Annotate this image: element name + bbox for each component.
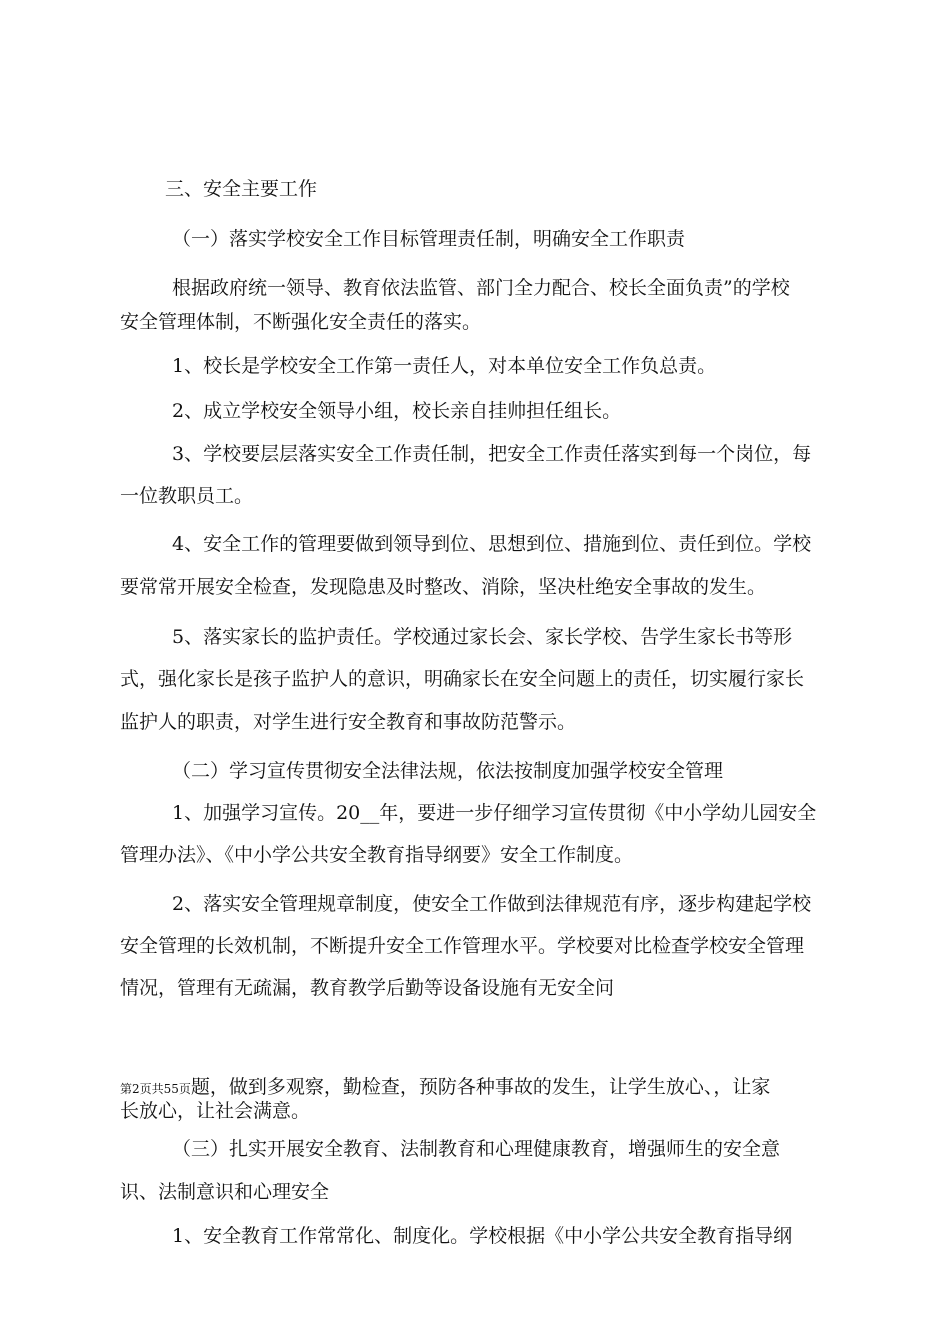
list-item-line: 5、落实家长的监护责任。学校通过家长会、家长学校、告学生家长书等形: [172, 626, 793, 648]
paragraph-line: 根据政府统一领导、教育依法监管、部门全力配合、校长全面负责”的学校: [172, 277, 790, 299]
list-item-line: 1、校长是学校安全工作第一责任人，对本单位安全工作负总责。: [172, 355, 717, 377]
paragraph-line: 识、法制意识和心理安全: [120, 1181, 330, 1203]
list-item-line: 要常常开展安全检查，发现隐患及时整改、消除，坚决杜绝安全事故的发生。: [120, 576, 767, 598]
list-item-line: 2、落实安全管理规章制度，使安全工作做到法律规范有序，逐步构建起学校: [172, 893, 812, 915]
subsection-heading-2: （二）学习宣传贯彻安全法律法规，依法按制度加强学校安全管理: [172, 760, 724, 782]
list-item-line: 情况，管理有无疏漏，教育教学后勤等设备设施有无安全问: [120, 977, 615, 999]
list-item-line: 安全管理的长效机制，不断提升安全工作管理水平。学校要对比检查学校安全管理: [120, 935, 805, 957]
list-item-line: 1、安全教育工作常常化、制度化。学校根据《中小学公共安全教育指导纲: [172, 1225, 793, 1247]
list-item-line: 2、成立学校安全领导小组，校长亲自挂帅担任组长。: [172, 400, 622, 422]
paragraph-line: 长放心，让社会满意。: [120, 1100, 311, 1122]
footer-line: [120, 1075, 770, 1101]
subsection-heading-3: （三）扎实开展安全教育、法制教育和心理健康教育，增强师生的安全意: [172, 1138, 781, 1160]
paragraph-line: 安全管理体制，不断强化安全责任的落实。: [120, 311, 482, 333]
list-item-line: 监护人的职责，对学生进行安全教育和事故防范警示。: [120, 711, 577, 733]
subsection-heading-1: （一）落实学校安全工作目标管理责任制，明确安全工作职责: [172, 228, 686, 250]
page-number-label: 第2页共55页: [120, 1082, 191, 1096]
list-item-line: 一位教职员工。: [120, 485, 254, 507]
list-item-line: 3、学校要层层落实安全工作责任制，把安全工作责任落实到每一个岗位，每: [172, 443, 812, 465]
list-item-line: 管理办法》、《中小学公共安全教育指导纲要》安全工作制度。: [120, 844, 634, 866]
list-item-line: 式，强化家长是孩子监护人的意识，明确家长在安全问题上的责任，切实履行家长: [120, 668, 805, 690]
section-heading: 三、安全主要工作: [165, 178, 318, 200]
list-item-line: 1、加强学习宣传。20__年，要进一步仔细学习宣传贯彻《中小学幼儿园安全: [172, 802, 817, 824]
continuation-text: 题，做到多观察，勤检查，预防各种事故的发生，让学生放心、，让家: [190, 1076, 771, 1098]
list-item-line: 4、安全工作的管理要做到领导到位、思想到位、措施到位、责任到位。学校: [172, 533, 812, 555]
